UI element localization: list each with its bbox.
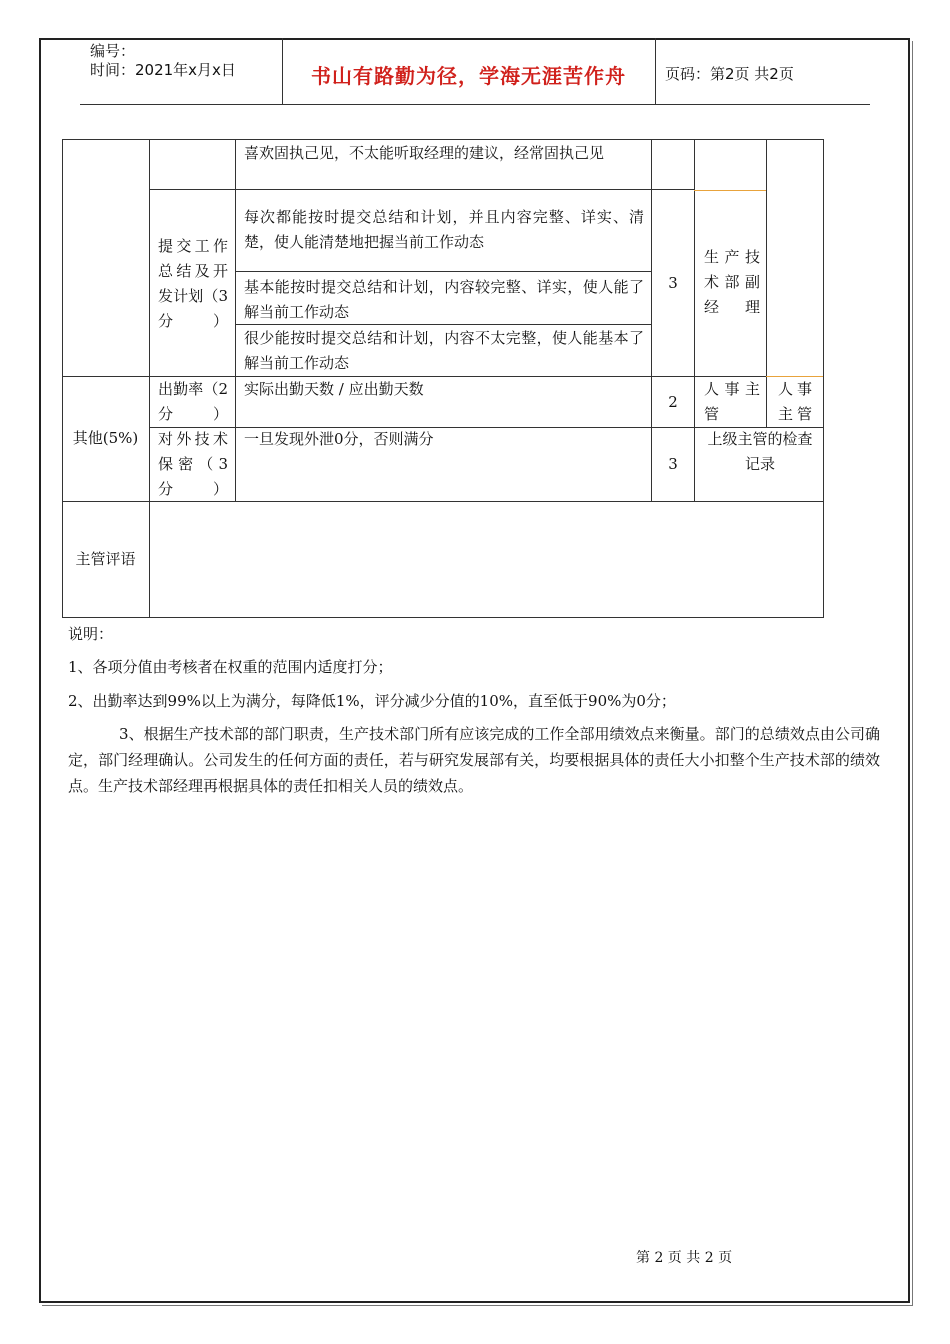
continued-description: 喜欢固执己见，不太能听取经理的建议，经常固执己见 (244, 144, 605, 162)
page-footer-number: 第 2 页 共 2 页 (636, 1250, 733, 1266)
table-line (62, 139, 824, 140)
table-line (149, 189, 694, 190)
table-line (694, 139, 695, 502)
doc-code-label: 编号： (90, 42, 136, 60)
secrecy-data-source: 上级主管的检查记录 (707, 430, 813, 473)
attendance-description: 实际出勤天数 / 应出勤天数 (244, 380, 424, 398)
table-line (823, 139, 824, 618)
secrecy-item-label: 对外技术保密（3分） (158, 430, 228, 498)
doc-time-label: 时间：2021年x月x日 (90, 61, 236, 79)
table-line (236, 271, 652, 272)
header-motto: 书山有路勤为径，学海无涯苦作舟 (311, 64, 626, 88)
attendance-item-label: 出勤率（2分） (158, 380, 228, 423)
table-line (235, 139, 236, 502)
secrecy-score: 3 (668, 455, 678, 473)
table-line (766, 139, 767, 428)
table-line (62, 617, 824, 618)
attendance-score: 2 (668, 393, 678, 411)
header-motto-box (282, 38, 656, 104)
page-header (80, 38, 870, 105)
table-accent-line (694, 190, 766, 191)
report-level-excellent: 每次都能按时提交总结和计划，并且内容完整、详实、清楚，使人能清楚地把握当前工作动态 (244, 208, 644, 251)
header-page-indicator: 页码：第2页 共2页 (665, 65, 794, 83)
table-line (651, 139, 652, 502)
secrecy-description: 一旦发现外泄0分，否则满分 (244, 430, 434, 448)
note-item: 3、根据生产技术部的部门职责，生产技术部门所有应该完成的工作全部用绩效点来衡量。部门的总绩效点由公司确定，部门经理确认。公司发生的任何方面的责任，若与研究发展部有关，均要根据具体的责任大小扣整个生产技术部的绩效点。生产技术部经理再根据具体的责任扣相关人员的绩效点。 (68, 725, 880, 795)
supervisor-comment-area (150, 502, 823, 617)
attendance-data-source: 人事主管 (778, 380, 812, 423)
report-level-poor: 很少能按时提交总结和计划，内容不太完整，使人能基本了解当前工作动态 (244, 329, 644, 372)
report-level-good: 基本能按时提交总结和计划，内容较完整、详实，使人能了解当前工作动态 (244, 278, 644, 321)
report-item-label: 提交工作总结及开发计划（3分） (158, 237, 228, 330)
header-left-box (80, 38, 283, 104)
other-category-label: 其他(5%) (72, 429, 139, 447)
supervisor-comment-label: 主管评语 (75, 550, 136, 568)
report-evaluator: 生产技术部副经理 (704, 248, 760, 316)
attendance-evaluator: 人事主管 (704, 380, 760, 423)
evaluation-table (62, 139, 824, 618)
notes-title: 说明： (68, 625, 114, 643)
note-item: 2、出勤率达到99%以上为满分，每降低1%，评分减少分值的10%，直至低于90%为0分； (68, 692, 676, 710)
report-score: 3 (668, 274, 678, 292)
note-item: 1、各项分值由考核者在权重的范围内适度打分； (68, 658, 393, 676)
